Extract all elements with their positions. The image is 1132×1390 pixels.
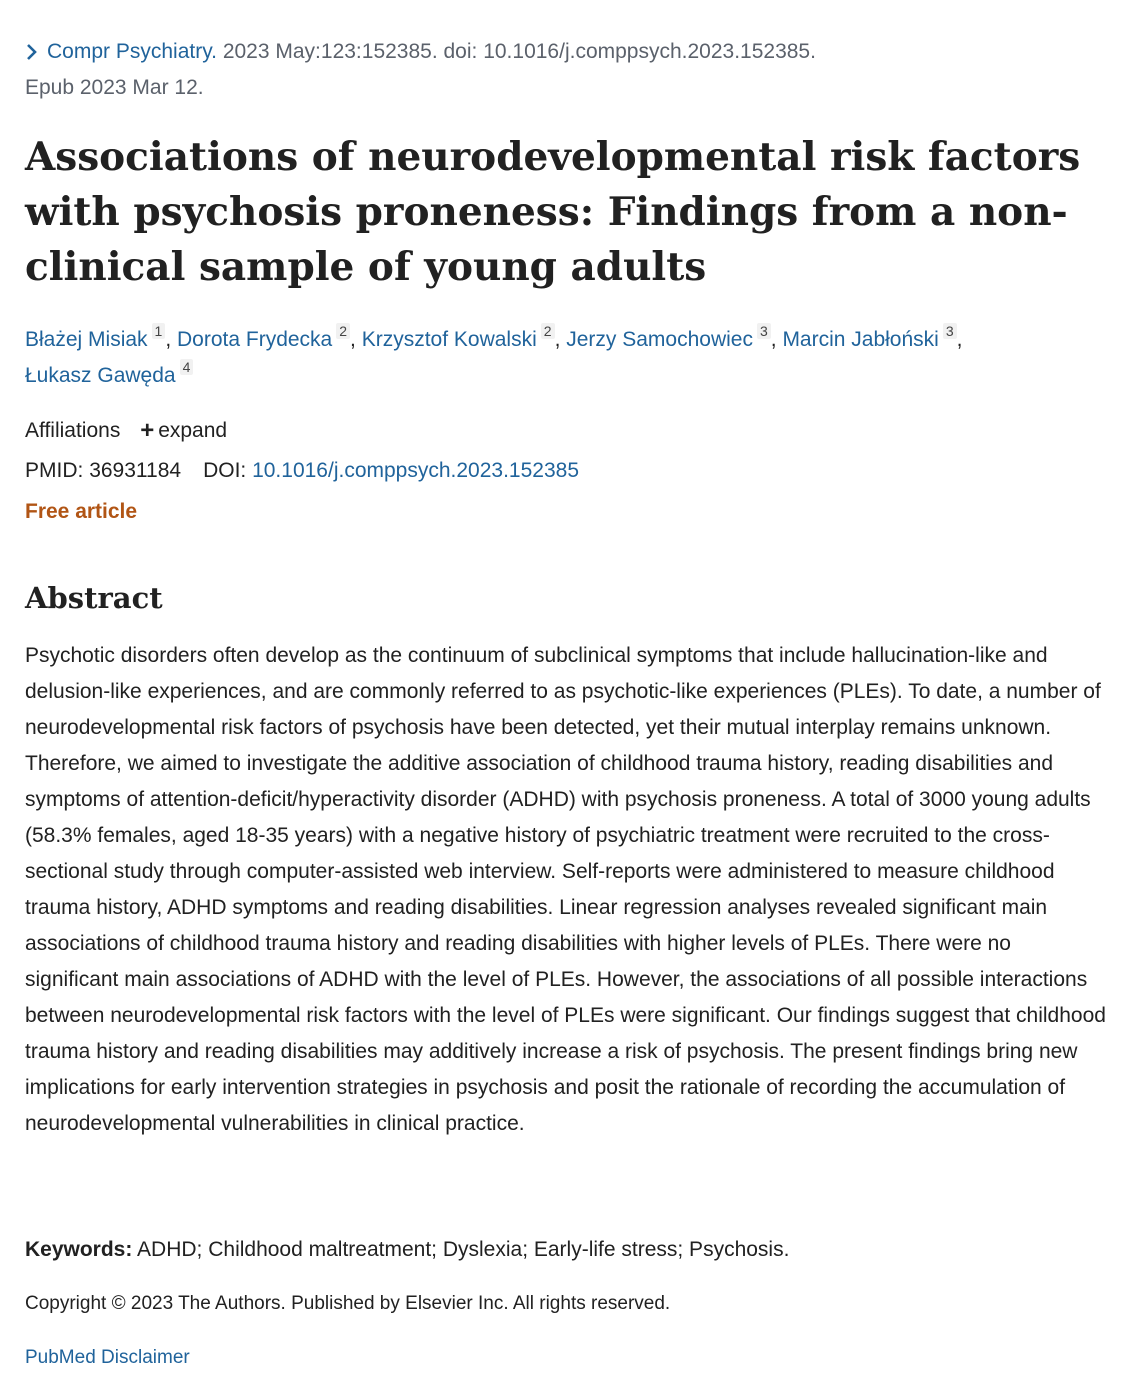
pmid-label: PMID: xyxy=(25,459,84,482)
abstract-heading: Abstract xyxy=(25,581,163,615)
abstract-text: Psychotic disorders often develop as the continuum of subclinical symptoms that include hallucination-like and delusion-like experiences, and are commonly referred to as psychotic-like experiences (PLEs). To date, a number of neurodevelopmental risk factors of psychosis have been detected, yet their mutual interplay remains unknown. Therefore, we aimed to investigate the additive association of childhood trauma history, reading disabilities and symptoms of attention-deficit/hyperactivity disorder (ADHD) with psychosis proneness. A total of 3000 young adults (58.3% females, aged 18-35 years) with a negative history of psychiatric treatment were recruited to the cross-sectional study through computer-assisted web interview. Self-reports were administered to measure childhood trauma history, ADHD symptoms and reading disabilities. Linear regression analyses revealed significant main associations of childhood trauma history and reading disabilities with higher levels of PLEs. There were no significant main associations of ADHD with the level of PLEs. However, the associations of all possible interactions between neurodevelopmental risk factors with the level of PLEs were significant. Our findings suggest that childhood trauma history and reading disabilities may additively increase a risk of psychosis. The present findings bring new implications for early intervention strategies in psychosis and posit the rationale of recording the accumulation of neurodevelopmental vulnerabilities in clinical practice. xyxy=(25,644,1106,1135)
affiliation-ref[interactable]: 3 xyxy=(757,323,771,339)
affiliations-expand-button[interactable] xyxy=(140,419,227,442)
affiliations-row xyxy=(25,413,227,449)
doi-link[interactable]: 10.1016/j.comppsych.2023.152385 xyxy=(252,459,579,482)
epub-date: Epub 2023 Mar 12. xyxy=(25,76,204,99)
article-title: Associations of neurodevelopmental risk factors with psychosis proneness: Findings from a non-clinical sample of young adults xyxy=(25,134,1081,290)
affiliation-ref[interactable]: 2 xyxy=(336,323,350,339)
affiliations-label: Affiliations xyxy=(25,419,121,442)
authors-list: Błażej Misiak 1 , Dorota Frydecka 2 , Krzysztof Kowalski 2 , Jerzy Samochowiec 3 , Marcin Jabłoński 3 , Łukasz Gawęda 4 xyxy=(25,323,963,387)
identifiers-row xyxy=(25,453,579,489)
keywords-label: Keywords: xyxy=(25,1238,133,1261)
author-link[interactable]: Dorota Frydecka xyxy=(177,328,333,351)
citation-details: 2023 May:123:152385. doi: 10.1016/j.comppsych.2023.152385. xyxy=(222,40,816,63)
affiliation-ref[interactable]: 2 xyxy=(541,323,555,339)
author-link[interactable]: Błażej Misiak xyxy=(25,328,148,351)
affiliation-ref[interactable]: 1 xyxy=(152,323,166,339)
pmid-value: 36931184 xyxy=(89,459,182,482)
author-link[interactable]: Jerzy Samochowiec xyxy=(566,328,753,351)
keywords-list: ADHD; Childhood maltreatment; Dyslexia; Early-life stress; Psychosis. xyxy=(137,1238,790,1261)
journal-link[interactable]: Compr Psychiatry. xyxy=(47,40,217,63)
pubmed-disclaimer-link[interactable]: PubMed Disclaimer xyxy=(25,1347,190,1368)
author-link[interactable]: Marcin Jabłoński xyxy=(782,328,939,351)
keywords-row xyxy=(25,1232,1107,1268)
affiliation-ref[interactable]: 4 xyxy=(180,359,194,375)
free-article-badge: Free article xyxy=(25,500,138,523)
doi-label: DOI: xyxy=(203,459,247,482)
expand-label: expand xyxy=(158,419,228,442)
author-link[interactable]: Krzysztof Kowalski xyxy=(361,328,537,351)
plus-icon: + xyxy=(140,417,155,444)
chevron-right-icon[interactable] xyxy=(25,34,47,70)
copyright-notice: Copyright © 2023 The Authors. Published by Elsevier Inc. All rights reserved. xyxy=(25,1293,671,1314)
affiliation-ref[interactable]: 3 xyxy=(943,323,957,339)
author-link[interactable]: Łukasz Gawęda xyxy=(25,364,176,387)
citation-line xyxy=(25,34,1110,106)
